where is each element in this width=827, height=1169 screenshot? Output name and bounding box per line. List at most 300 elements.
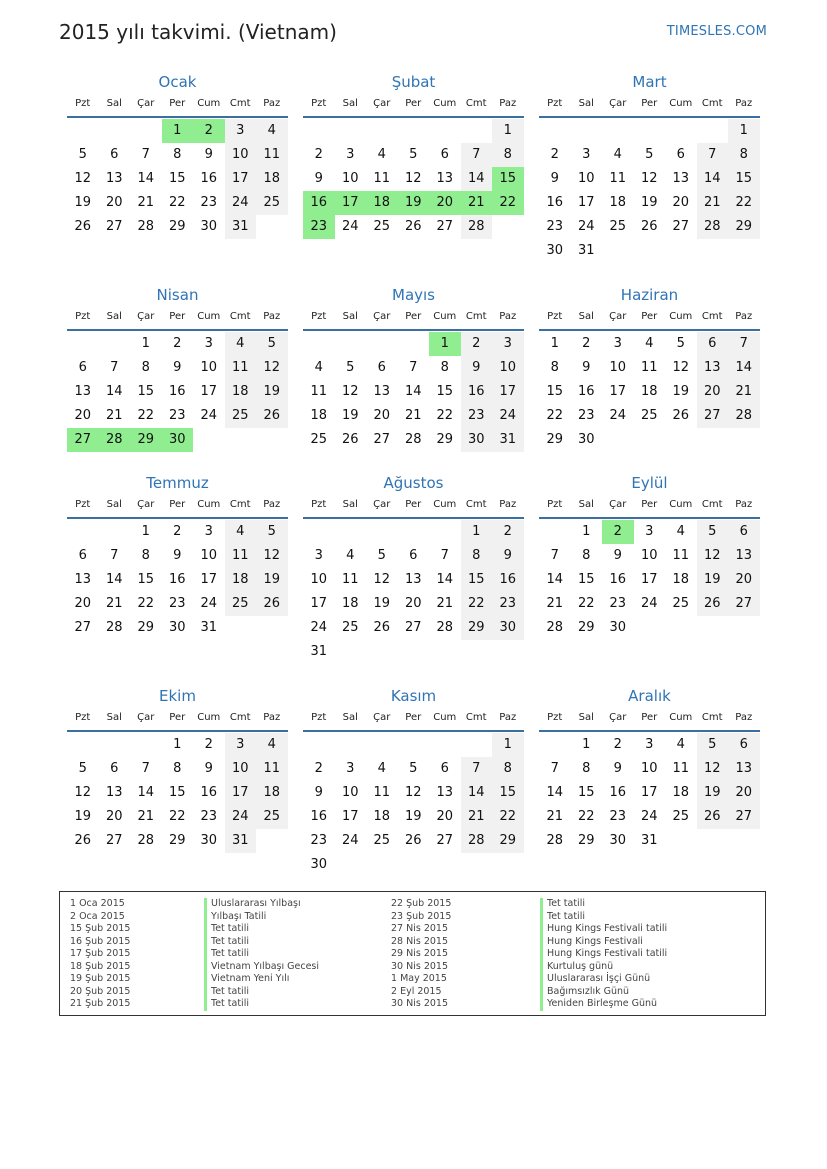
day-cell: 3 xyxy=(613,336,622,351)
day-cell: 16 xyxy=(303,191,335,215)
day-cell: 12 xyxy=(74,171,92,186)
holiday-name: Uluslararası İşçi Günü xyxy=(540,973,667,986)
weekday-label: Paz xyxy=(499,712,517,723)
day-cell: 5 xyxy=(377,548,386,563)
day-cell: 15 xyxy=(492,781,524,805)
day-cell: 5 xyxy=(78,147,87,162)
holiday-name: Tet tatili xyxy=(540,911,667,924)
holiday-name: Uluslararası Yılbaşı xyxy=(204,898,319,911)
day-cell: 23 xyxy=(303,215,335,239)
weekday-label: Cmt xyxy=(229,311,251,322)
weekday-label: Cum xyxy=(669,311,693,322)
day-cell: 2 xyxy=(314,147,323,162)
weekday-label: Per xyxy=(405,712,422,723)
day-cell: 30 xyxy=(609,833,627,848)
holiday-date: 16 Şub 2015 xyxy=(70,935,131,947)
day-cell: 25 xyxy=(256,191,288,215)
day-cell: 7 xyxy=(550,548,559,563)
day-cell: 10 xyxy=(225,757,257,781)
weekday-label: Çar xyxy=(137,499,155,510)
day-cell: 7 xyxy=(697,143,729,167)
day-cell: 14 xyxy=(105,384,123,399)
day-cell: 23 xyxy=(546,219,564,234)
day-cell: 2 xyxy=(204,737,213,752)
day-cell: 5 xyxy=(697,733,729,757)
day-cell: 22 xyxy=(577,809,595,824)
day-cell: 5 xyxy=(78,761,87,776)
day-cell: 12 xyxy=(404,785,422,800)
holiday-date: 17 Şub 2015 xyxy=(70,948,131,959)
day-cell: 13 xyxy=(74,572,92,587)
day-cell: 21 xyxy=(461,805,493,829)
weekday-label: Çar xyxy=(609,499,627,510)
weekday-label: Paz xyxy=(263,712,281,723)
day-cell: 25 xyxy=(373,833,391,848)
day-cell: 12 xyxy=(341,384,359,399)
day-cell: 15 xyxy=(137,384,155,399)
day-cell: 11 xyxy=(640,360,658,375)
day-cell: 28 xyxy=(137,219,155,234)
day-cell: 8 xyxy=(173,761,182,776)
weekday-header xyxy=(67,309,288,331)
day-cell: 26 xyxy=(404,833,422,848)
day-cell: 4 xyxy=(613,147,622,162)
weekday-header xyxy=(303,710,524,732)
holiday-date: 23 Şub 2015 xyxy=(391,910,452,922)
day-cell: 30 xyxy=(310,857,328,872)
weekday-label: Pzt xyxy=(311,98,327,109)
day-cell: 13 xyxy=(373,384,391,399)
day-cell: 28 xyxy=(697,215,729,239)
day-cell: 15 xyxy=(577,572,595,587)
day-cell: 10 xyxy=(609,360,627,375)
day-cell: 19 xyxy=(256,380,288,404)
day-cell: 24 xyxy=(200,408,218,423)
day-cell: 20 xyxy=(105,809,123,824)
day-cell: 16 xyxy=(492,568,524,592)
day-cell: 10 xyxy=(640,761,658,776)
weekday-header xyxy=(67,710,288,732)
day-cell: 26 xyxy=(672,408,690,423)
day-cell: 3 xyxy=(204,524,213,539)
day-cell: 21 xyxy=(436,596,454,611)
weekday-label: Cmt xyxy=(465,712,487,723)
day-cell: 26 xyxy=(256,592,288,616)
day-cell: 22 xyxy=(436,408,454,423)
day-cell: 17 xyxy=(335,191,367,215)
holiday-name: Yılbaşı Tatili xyxy=(204,911,319,924)
day-cell: 25 xyxy=(672,596,690,611)
weekday-label: Cum xyxy=(197,311,221,322)
day-cell: 29 xyxy=(130,428,162,452)
day-cell: 10 xyxy=(200,360,218,375)
day-cell: 27 xyxy=(436,833,454,848)
day-cell: 24 xyxy=(225,805,257,829)
day-cell: 5 xyxy=(256,520,288,544)
day-cell: 14 xyxy=(461,167,493,191)
day-cell: 16 xyxy=(609,572,627,587)
day-cell: 4 xyxy=(377,761,386,776)
day-cell: 15 xyxy=(461,568,493,592)
day-cell: 21 xyxy=(728,380,760,404)
day-cell: 14 xyxy=(436,572,454,587)
day-cell: 29 xyxy=(728,215,760,239)
legend-dates-left xyxy=(70,898,130,1011)
day-cell: 4 xyxy=(314,360,323,375)
day-cell: 20 xyxy=(728,568,760,592)
day-cell: 8 xyxy=(461,544,493,568)
month-name: Eylül xyxy=(631,474,668,492)
day-cell: 18 xyxy=(225,380,257,404)
day-cell: 29 xyxy=(546,432,564,447)
day-cell: 16 xyxy=(168,572,186,587)
day-cell: 26 xyxy=(640,219,658,234)
day-cell: 10 xyxy=(341,785,359,800)
day-cell: 29 xyxy=(461,616,493,640)
day-cell: 25 xyxy=(672,809,690,824)
day-cell: 6 xyxy=(440,761,449,776)
day-cell: 11 xyxy=(256,143,288,167)
day-cell: 11 xyxy=(256,757,288,781)
weekday-label: Cmt xyxy=(701,712,723,723)
day-cell: 19 xyxy=(341,408,359,423)
day-cell: 11 xyxy=(373,785,391,800)
day-cell: 13 xyxy=(404,572,422,587)
weekday-header xyxy=(539,309,760,331)
day-cell: 9 xyxy=(204,147,213,162)
day-cell: 6 xyxy=(440,147,449,162)
weekday-label: Paz xyxy=(499,98,517,109)
day-cell: 12 xyxy=(256,356,288,380)
day-cell: 2 xyxy=(461,332,493,356)
day-cell: 28 xyxy=(728,404,760,428)
day-cell: 16 xyxy=(168,384,186,399)
day-cell: 30 xyxy=(200,833,218,848)
holiday-date: 27 Nis 2015 xyxy=(391,923,448,934)
month-name: Ağustos xyxy=(383,474,444,492)
weekday-header xyxy=(303,497,524,519)
day-cell: 27 xyxy=(105,833,123,848)
day-cell: 21 xyxy=(105,596,123,611)
day-cell: 8 xyxy=(550,360,559,375)
day-cell: 6 xyxy=(728,520,760,544)
weekday-label: Çar xyxy=(137,712,155,723)
weekday-label: Pzt xyxy=(311,499,327,510)
day-cell: 28 xyxy=(137,833,155,848)
day-cell: 31 xyxy=(310,644,328,659)
weekday-label: Paz xyxy=(499,499,517,510)
day-cell: 21 xyxy=(137,195,155,210)
day-cell: 18 xyxy=(366,191,398,215)
day-cell: 5 xyxy=(645,147,654,162)
weekday-label: Sal xyxy=(342,499,358,510)
day-cell: 12 xyxy=(697,757,729,781)
weekday-label: Paz xyxy=(735,499,753,510)
day-cell: 18 xyxy=(310,408,328,423)
day-cell: 4 xyxy=(676,737,685,752)
holiday-date: 20 Şub 2015 xyxy=(70,985,131,997)
day-cell: 18 xyxy=(256,781,288,805)
day-cell: 26 xyxy=(404,219,422,234)
day-cell: 4 xyxy=(256,733,288,757)
month-name: Nisan xyxy=(156,286,199,304)
holiday-date: 22 Şub 2015 xyxy=(391,898,452,909)
day-cell: 31 xyxy=(577,243,595,258)
day-cell: 14 xyxy=(728,356,760,380)
day-cell: 25 xyxy=(373,219,391,234)
day-cell: 14 xyxy=(461,781,493,805)
day-cell: 1 xyxy=(141,336,150,351)
day-cell: 23 xyxy=(609,596,627,611)
day-cell: 17 xyxy=(492,380,524,404)
day-cell: 20 xyxy=(74,408,92,423)
day-cell: 6 xyxy=(728,733,760,757)
day-cell: 2 xyxy=(613,737,622,752)
day-cell: 19 xyxy=(697,568,729,592)
weekday-label: Çar xyxy=(609,311,627,322)
weekday-label: Sal xyxy=(106,311,122,322)
day-cell: 25 xyxy=(256,805,288,829)
day-cell: 1 xyxy=(550,336,559,351)
holiday-name: Tet tatili xyxy=(204,998,319,1011)
weekday-label: Cum xyxy=(433,499,457,510)
weekday-label: Pzt xyxy=(75,712,91,723)
month-name: Ekim xyxy=(159,687,196,705)
day-cell: 7 xyxy=(110,548,119,563)
day-cell: 16 xyxy=(577,384,595,399)
weekday-header xyxy=(539,710,760,732)
weekday-label: Çar xyxy=(373,311,391,322)
weekday-label: Pzt xyxy=(75,311,91,322)
weekday-label: Sal xyxy=(106,712,122,723)
day-cell: 6 xyxy=(377,360,386,375)
day-cell: 9 xyxy=(613,548,622,563)
day-cell: 4 xyxy=(225,520,257,544)
page-title: 2015 yılı takvimi. (Vietnam) xyxy=(59,20,337,44)
day-cell: 30 xyxy=(168,620,186,635)
day-cell: 29 xyxy=(168,833,186,848)
holiday-legend xyxy=(59,891,766,1016)
weekday-label: Pzt xyxy=(75,499,91,510)
day-cell: 10 xyxy=(225,143,257,167)
weekday-label: Çar xyxy=(373,98,391,109)
day-cell: 22 xyxy=(546,408,564,423)
day-cell: 7 xyxy=(440,548,449,563)
day-cell: 23 xyxy=(577,408,595,423)
day-cell: 25 xyxy=(341,620,359,635)
day-cell: 15 xyxy=(436,384,454,399)
day-cell: 8 xyxy=(141,360,150,375)
day-cell: 27 xyxy=(105,219,123,234)
day-cell: 5 xyxy=(697,520,729,544)
day-cell: 17 xyxy=(200,572,218,587)
day-cell: 1 xyxy=(492,119,524,143)
day-cell: 7 xyxy=(728,332,760,356)
day-cell: 24 xyxy=(341,833,359,848)
weekday-label: Çar xyxy=(609,98,627,109)
day-cell: 22 xyxy=(168,195,186,210)
month-name: Mart xyxy=(632,73,667,91)
day-cell: 15 xyxy=(546,384,564,399)
day-cell: 18 xyxy=(373,809,391,824)
day-cell: 13 xyxy=(728,544,760,568)
day-cell: 21 xyxy=(404,408,422,423)
day-cell: 22 xyxy=(461,592,493,616)
day-cell: 12 xyxy=(74,785,92,800)
day-cell: 24 xyxy=(577,219,595,234)
day-cell: 7 xyxy=(141,761,150,776)
weekday-label: Sal xyxy=(578,499,594,510)
day-cell: 31 xyxy=(225,215,257,239)
day-cell: 2 xyxy=(492,520,524,544)
holiday-name: Kurtuluş günü xyxy=(540,961,667,974)
day-cell: 8 xyxy=(492,143,524,167)
day-cell: 12 xyxy=(256,544,288,568)
day-cell: 12 xyxy=(404,171,422,186)
day-cell: 11 xyxy=(373,171,391,186)
day-cell: 4 xyxy=(676,524,685,539)
day-cell: 20 xyxy=(105,195,123,210)
weekday-header xyxy=(539,96,760,118)
day-cell: 20 xyxy=(436,809,454,824)
day-cell: 30 xyxy=(162,428,194,452)
month-name: Aralık xyxy=(628,687,671,705)
weekday-label: Pzt xyxy=(311,311,327,322)
weekday-label: Çar xyxy=(609,712,627,723)
day-cell: 3 xyxy=(225,119,257,143)
weekday-label: Cum xyxy=(669,712,693,723)
day-cell: 1 xyxy=(141,524,150,539)
day-cell: 8 xyxy=(582,548,591,563)
day-cell: 3 xyxy=(204,336,213,351)
day-cell: 2 xyxy=(173,336,182,351)
day-cell: 7 xyxy=(110,360,119,375)
day-cell: 10 xyxy=(310,572,328,587)
day-cell: 27 xyxy=(436,219,454,234)
weekday-label: Cum xyxy=(197,712,221,723)
day-cell: 27 xyxy=(74,620,92,635)
day-cell: 9 xyxy=(173,360,182,375)
day-cell: 11 xyxy=(225,356,257,380)
day-cell: 8 xyxy=(440,360,449,375)
weekday-label: Per xyxy=(641,98,658,109)
day-cell: 10 xyxy=(577,171,595,186)
brand-link[interactable]: TIMESLES.COM xyxy=(666,24,767,39)
day-cell: 10 xyxy=(492,356,524,380)
month-name: Şubat xyxy=(391,73,436,91)
day-cell: 28 xyxy=(99,428,131,452)
day-cell: 18 xyxy=(341,596,359,611)
weekday-label: Per xyxy=(405,98,422,109)
day-cell: 26 xyxy=(256,404,288,428)
day-cell: 20 xyxy=(404,596,422,611)
weekday-label: Cum xyxy=(669,98,693,109)
day-cell: 6 xyxy=(110,147,119,162)
day-cell: 6 xyxy=(78,360,87,375)
day-cell: 9 xyxy=(461,356,493,380)
day-cell: 9 xyxy=(204,761,213,776)
day-cell: 17 xyxy=(640,785,658,800)
day-cell: 17 xyxy=(341,809,359,824)
weekday-label: Cmt xyxy=(465,98,487,109)
day-cell: 6 xyxy=(409,548,418,563)
weekday-label: Cum xyxy=(433,712,457,723)
day-cell: 17 xyxy=(310,596,328,611)
day-cell: 14 xyxy=(137,171,155,186)
holiday-date: 2 Eyl 2015 xyxy=(391,985,442,997)
day-cell: 21 xyxy=(546,596,564,611)
day-cell: 12 xyxy=(373,572,391,587)
day-cell: 2 xyxy=(314,761,323,776)
day-cell: 21 xyxy=(697,191,729,215)
holiday-name: Tet tatili xyxy=(204,948,319,961)
weekday-label: Pzt xyxy=(311,712,327,723)
legend-names-left xyxy=(204,898,319,1011)
day-cell: 19 xyxy=(74,195,92,210)
weekday-label: Paz xyxy=(499,311,517,322)
holiday-date: 21 Şub 2015 xyxy=(70,998,131,1009)
day-cell: 22 xyxy=(492,191,524,215)
weekday-header xyxy=(67,497,288,519)
holiday-date: 18 Şub 2015 xyxy=(70,960,131,972)
day-cell: 25 xyxy=(225,592,257,616)
day-cell: 6 xyxy=(676,147,685,162)
legend-dates-right xyxy=(391,898,451,1011)
weekday-label: Sal xyxy=(106,98,122,109)
weekday-label: Per xyxy=(169,311,186,322)
weekday-label: Paz xyxy=(263,499,281,510)
weekday-label: Cmt xyxy=(229,98,251,109)
weekday-label: Paz xyxy=(263,311,281,322)
day-cell: 24 xyxy=(341,219,359,234)
weekday-label: Cmt xyxy=(229,499,251,510)
day-cell: 11 xyxy=(225,544,257,568)
day-cell: 31 xyxy=(492,428,524,452)
day-cell: 1 xyxy=(162,119,194,143)
day-cell: 22 xyxy=(492,805,524,829)
day-cell: 26 xyxy=(74,219,92,234)
weekday-label: Cum xyxy=(433,98,457,109)
weekday-label: Paz xyxy=(263,98,281,109)
day-cell: 3 xyxy=(346,147,355,162)
day-cell: 12 xyxy=(672,360,690,375)
day-cell: 11 xyxy=(341,572,359,587)
day-cell: 30 xyxy=(461,428,493,452)
weekday-label: Sal xyxy=(342,98,358,109)
day-cell: 27 xyxy=(672,219,690,234)
day-cell: 10 xyxy=(640,548,658,563)
day-cell: 3 xyxy=(645,737,654,752)
day-cell: 9 xyxy=(314,171,323,186)
day-cell: 26 xyxy=(74,833,92,848)
day-cell: 21 xyxy=(105,408,123,423)
day-cell: 10 xyxy=(200,548,218,563)
day-cell: 15 xyxy=(168,785,186,800)
weekday-label: Per xyxy=(641,712,658,723)
holiday-name: Tet tatili xyxy=(204,923,319,936)
day-cell: 4 xyxy=(377,147,386,162)
day-cell: 9 xyxy=(173,548,182,563)
day-cell: 27 xyxy=(728,592,760,616)
holiday-name: Hung Kings Festivali tatili xyxy=(540,923,667,936)
day-cell: 4 xyxy=(645,336,654,351)
day-cell: 14 xyxy=(404,384,422,399)
day-cell: 11 xyxy=(609,171,627,186)
day-cell: 21 xyxy=(461,191,493,215)
weekday-label: Per xyxy=(641,311,658,322)
weekday-label: Sal xyxy=(342,311,358,322)
day-cell: 20 xyxy=(697,380,729,404)
